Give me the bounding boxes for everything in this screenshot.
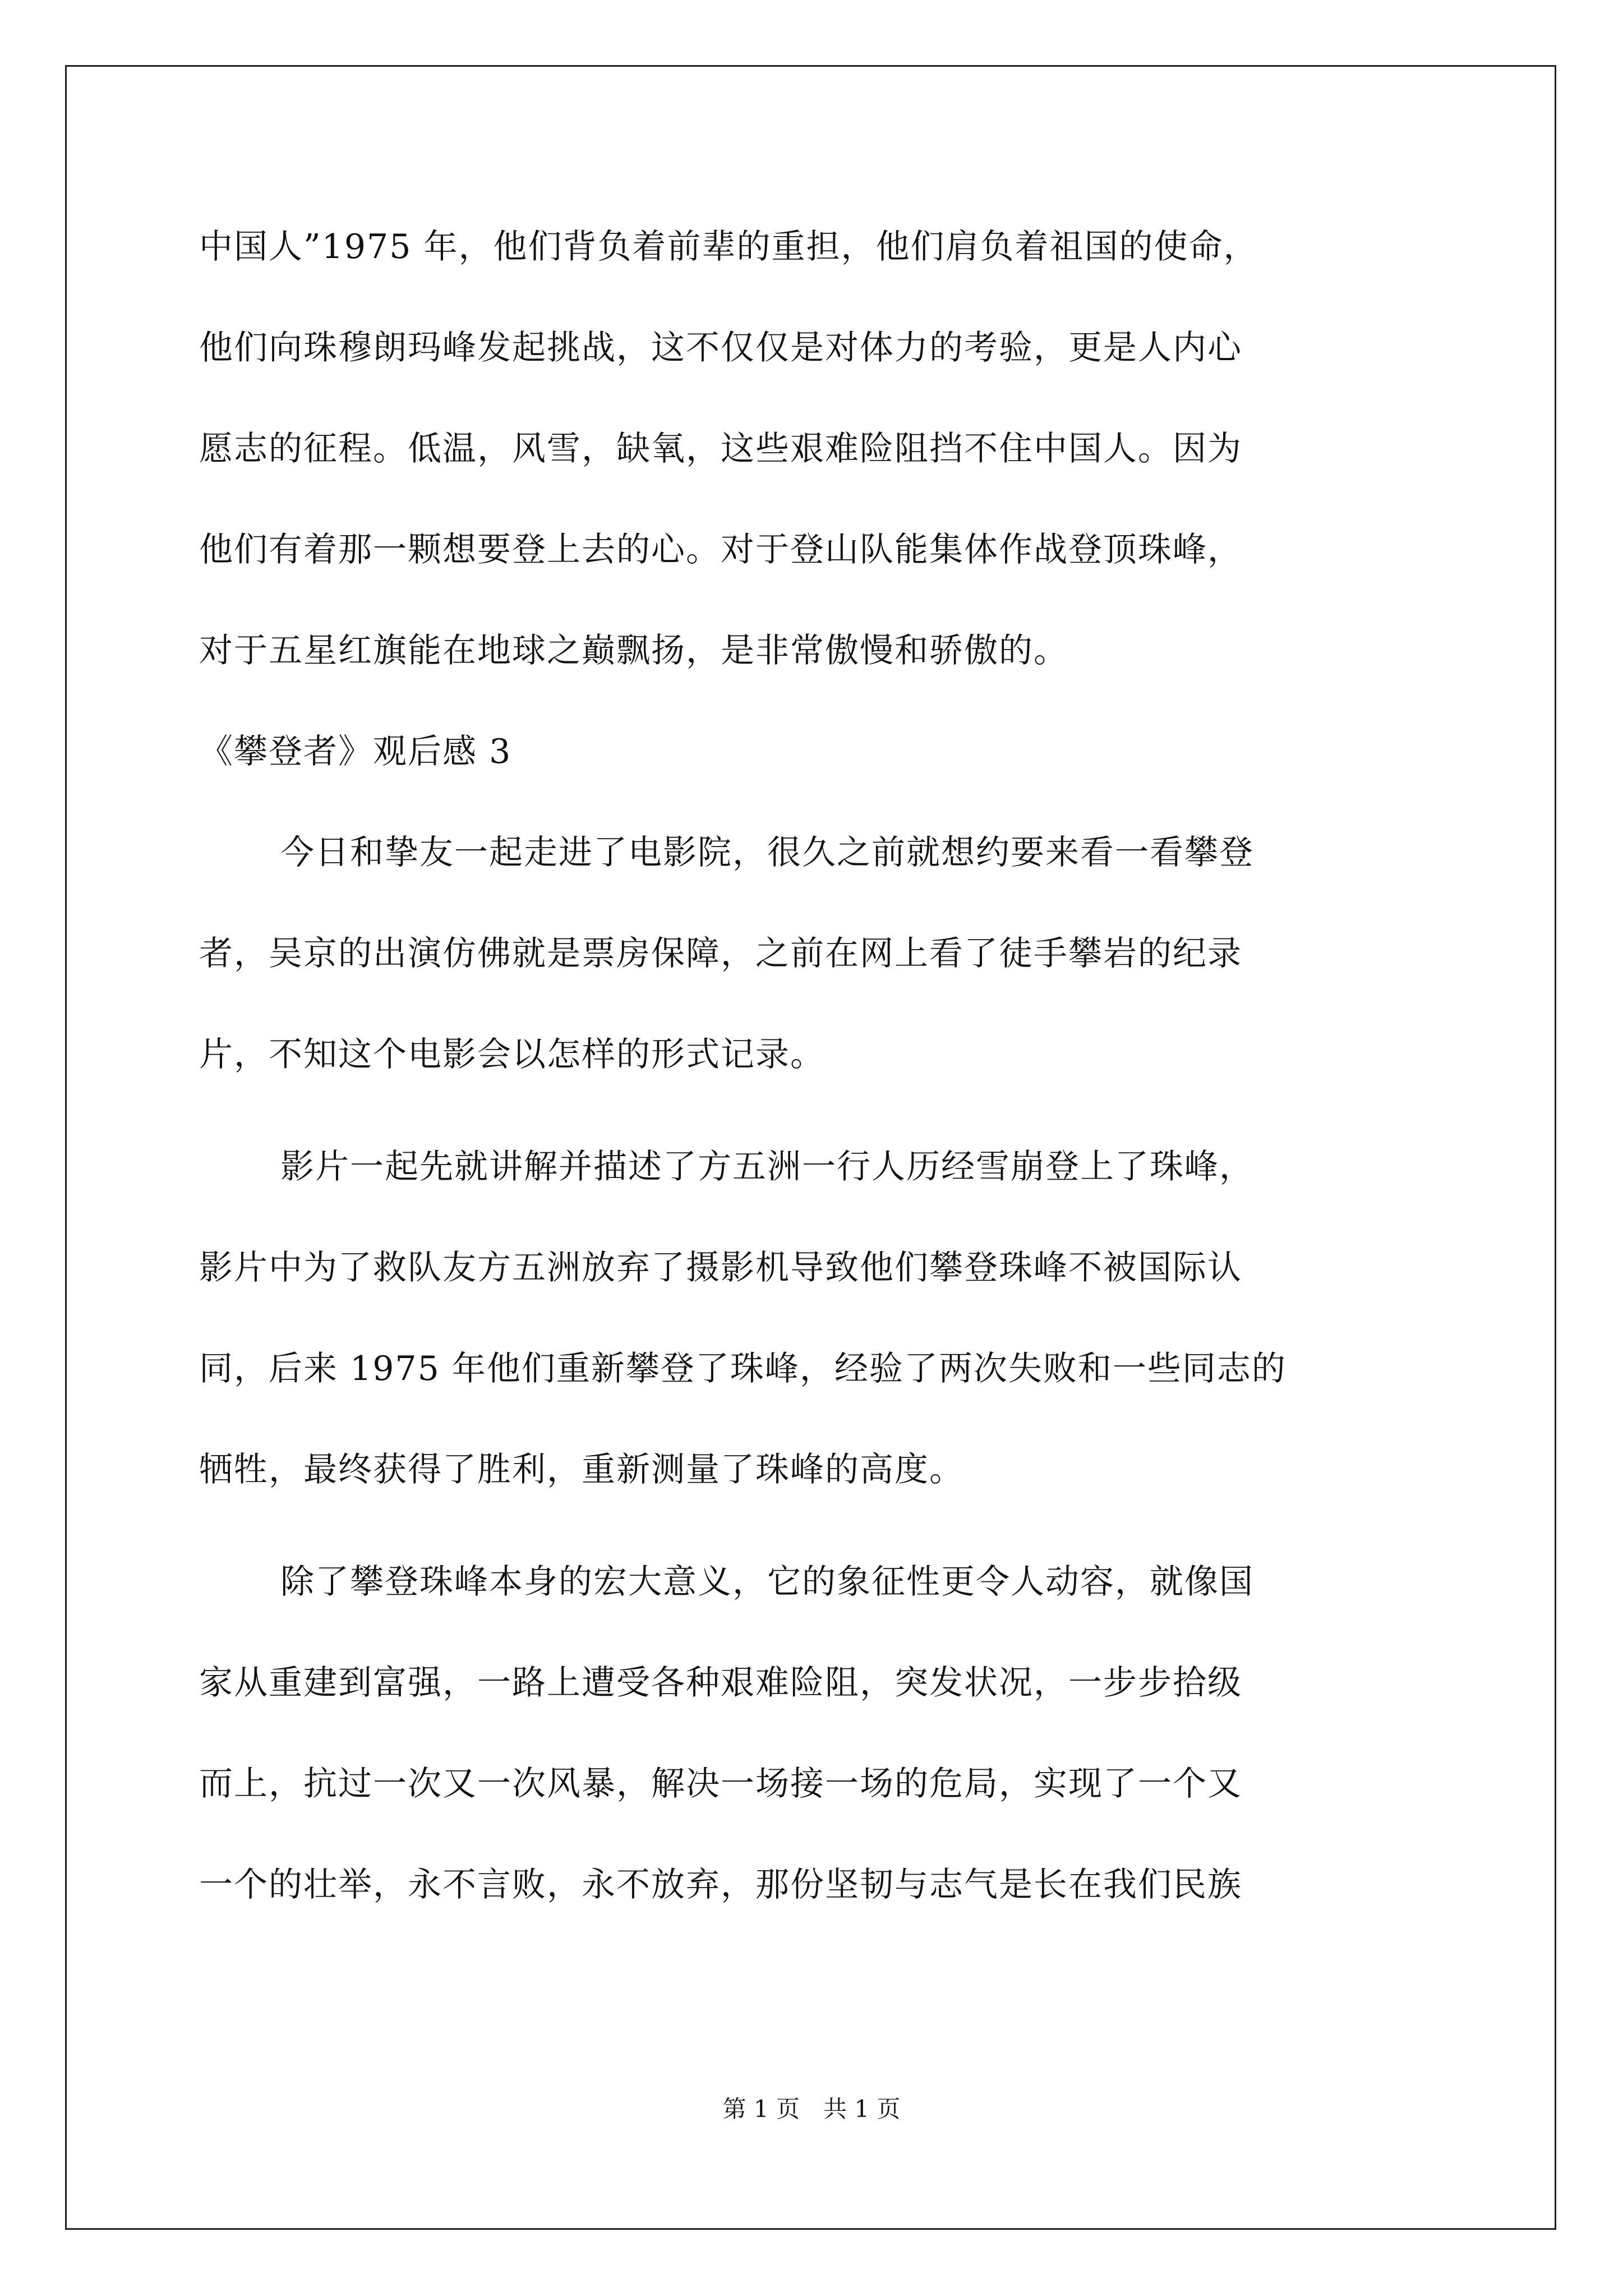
- text-line: 今日和挚友一起走进了电影院，很久之前就想约要来看一看攀登: [280, 833, 1254, 872]
- text-line: 他们向珠穆朗玛峰发起挑战，这不仅仅是对体力的考验，更是人内心: [199, 328, 1242, 367]
- text-line: 对于五星红旗能在地球之巅飘扬，是非常傲慢和骄傲的。: [199, 631, 1068, 670]
- text-line: 影片中为了救队友方五洲放弃了摄影机导致他们攀登珠峰不被国际认: [199, 1248, 1242, 1287]
- section-heading: 《攀登者》观后感 3: [199, 732, 512, 771]
- text-line: 除了攀登珠峰本身的宏大意义，它的象征性更令人动容，就像国: [280, 1562, 1254, 1602]
- text-line: 而上，抗过一次又一次风暴，解决一场接一场的危局，实现了一个又: [199, 1764, 1242, 1803]
- text-line: 同，后来 1975 年他们重新攀登了珠峰，经验了两次失败和一些同志的: [199, 1349, 1287, 1388]
- text-line: 影片一起先就讲解并描述了方五洲一行人历经雪崩登上了珠峰，: [280, 1147, 1254, 1186]
- text-line: 一个的壮举，永不言败，永不放弃，那份坚韧与志气是长在我们民族: [199, 1865, 1242, 1904]
- text-line: 者，吴京的出演仿佛就是票房保障，之前在网上看了徒手攀岩的纪录: [199, 934, 1242, 973]
- text-line: 牺牲，最终获得了胜利，重新测量了珠峰的高度。: [199, 1450, 964, 1489]
- text-line: 愿志的征程。低温，风雪，缺氧，这些艰难险阻挡不住中国人。因为: [199, 429, 1242, 468]
- text-line: 中国人”1975 年，他们背负着前辈的重担，他们肩负着祖国的使命，: [199, 227, 1258, 266]
- text-line: 家从重建到富强，一路上遭受各种艰难险阻，突发状况，一步步拾级: [199, 1663, 1242, 1703]
- text-line: 片，不知这个电影会以怎样的形式记录。: [199, 1035, 825, 1074]
- page-footer: 第 1 页 共 1 页: [722, 2095, 901, 2123]
- text-line: 他们有着那一颗想要登上去的心。对于登山队能集体作战登顶珠峰，: [199, 530, 1242, 569]
